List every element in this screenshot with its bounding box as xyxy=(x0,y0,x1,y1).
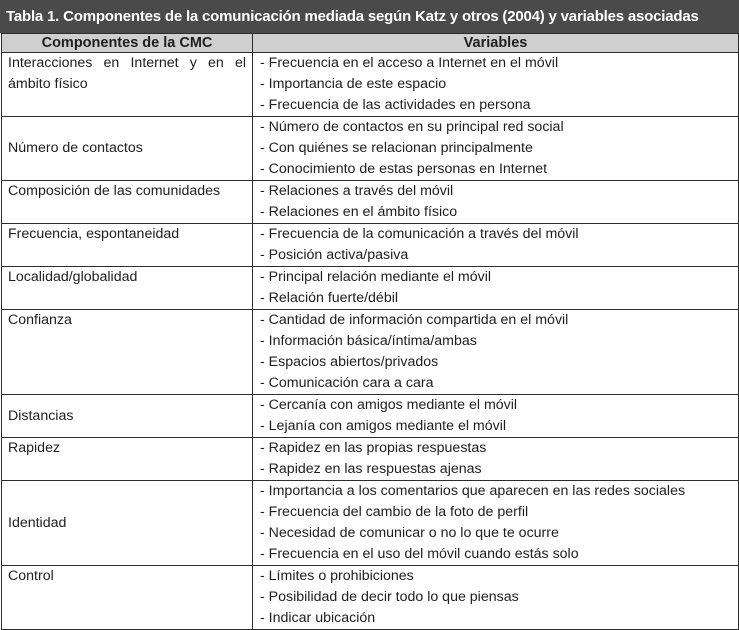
table-title: Tabla 1. Componentes de la comunicación mediada según Katz y otros (2004) y variables asociadas xyxy=(0,0,739,33)
variables-cell xyxy=(253,395,739,438)
variable-item: - Frecuencia de las actividades en persona xyxy=(260,97,531,113)
variable-item: - Frecuencia en el acceso a Internet en el móvil xyxy=(260,55,559,71)
variable-item: - Indicar ubicación xyxy=(260,610,376,626)
component-cell: Frecuencia, espontaneidad xyxy=(2,224,253,267)
component-cell: Rapidez xyxy=(2,438,253,481)
table-row xyxy=(2,395,739,438)
variables-cell xyxy=(253,224,739,267)
variable-item: - Rapidez en las propias respuestas xyxy=(260,440,487,456)
variable-item: - Necesidad de comunicar o no lo que te ocurre xyxy=(260,525,559,541)
component-cell: Composición de las comunidades xyxy=(2,181,253,224)
component-cell: Confianza xyxy=(2,310,253,395)
variables-cell xyxy=(253,438,739,481)
header-components: Componentes de la CMC xyxy=(2,34,253,53)
variables-cell xyxy=(253,117,739,181)
variables-cell xyxy=(253,267,739,310)
variables-cell xyxy=(253,181,739,224)
variables-cell xyxy=(253,481,739,566)
variable-item: - Número de contactos en su principal red social xyxy=(260,119,564,135)
table-row xyxy=(2,181,739,224)
component-cell: Identidad xyxy=(2,481,253,566)
component-cell: Número de contactos xyxy=(2,117,253,181)
variable-item: - Relaciones en el ámbito físico xyxy=(260,204,458,220)
variable-item: - Cercanía con amigos mediante el móvil xyxy=(260,397,518,413)
variables-cell xyxy=(253,310,739,395)
variable-item: - Comunicación cara a cara xyxy=(260,375,434,391)
variable-item: - Principal relación mediante el móvil xyxy=(260,269,492,285)
variable-item: - Conocimiento de estas personas en Internet xyxy=(260,161,548,177)
variable-item: - Posición activa/pasiva xyxy=(260,247,409,263)
variable-item: - Lejanía con amigos mediante el móvil xyxy=(260,418,507,434)
variable-item: - Espacios abiertos/privados xyxy=(260,354,439,370)
variables-cell xyxy=(253,53,739,117)
variable-item: - Importancia de este espacio xyxy=(260,76,447,92)
variable-item: - Relaciones a través del móvil xyxy=(260,183,454,199)
variable-item: - Límites o prohibiciones xyxy=(260,568,414,584)
table-row xyxy=(2,224,739,267)
table-row xyxy=(2,267,739,310)
table-row xyxy=(2,566,739,630)
components-table xyxy=(1,33,739,630)
variable-item: - Rapidez en las respuestas ajenas xyxy=(260,461,482,477)
table-row xyxy=(2,53,739,117)
table-row xyxy=(2,310,739,395)
table-header-row xyxy=(2,34,739,53)
variable-item: - Información básica/íntima/ambas xyxy=(260,333,477,349)
variable-item: - Importancia a los comentarios que aparecen en las redes sociales xyxy=(260,483,686,499)
component-cell: Control xyxy=(2,566,253,630)
variable-item: - Con quiénes se relacionan principalmente xyxy=(260,140,533,156)
table-row xyxy=(2,117,739,181)
variable-item: - Cantidad de información compartida en el móvil xyxy=(260,312,569,328)
component-cell: Interacciones en Internet y en el ámbito físico xyxy=(2,53,253,117)
variable-item: - Frecuencia de la comunicación a través del móvil xyxy=(260,226,579,242)
variable-item: - Frecuencia en el uso del móvil cuando estás solo xyxy=(260,546,579,562)
header-variables: Variables xyxy=(253,34,739,53)
table-row xyxy=(2,481,739,566)
variable-item: - Posibilidad de decir todo lo que piensas xyxy=(260,589,519,605)
table-row xyxy=(2,438,739,481)
component-cell: Distancias xyxy=(2,395,253,438)
variable-item: - Relación fuerte/débil xyxy=(260,290,399,306)
component-cell: Localidad/globalidad xyxy=(2,267,253,310)
variable-item: - Frecuencia del cambio de la foto de perfil xyxy=(260,504,529,520)
variables-cell xyxy=(253,566,739,630)
